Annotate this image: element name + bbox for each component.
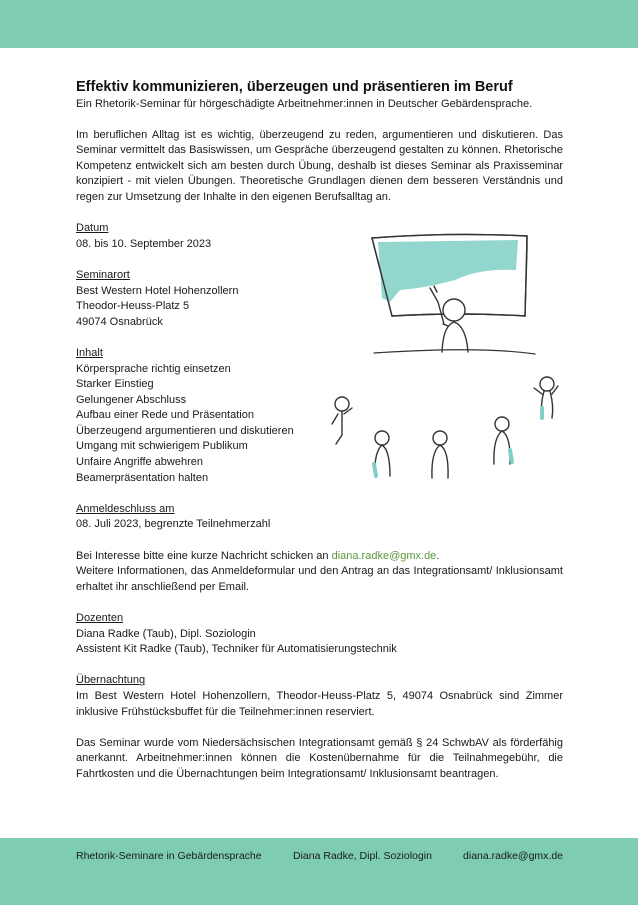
dozenten-heading: Dozenten xyxy=(76,612,124,624)
anmeldeschluss-value: 08. Juli 2023, begrenzte Teilnehmerzahl xyxy=(76,518,271,531)
header-band xyxy=(0,0,638,48)
uebernachtung-heading: Übernachtung xyxy=(76,674,146,687)
audience-figure xyxy=(534,377,558,418)
seminarort-line: 49074 Osnabrück xyxy=(76,315,163,328)
audience-figure xyxy=(432,431,448,478)
uebernachtung-text: Im Best Western Hotel Hohenzollern, Theodor-Heuss-Platz 5, 49074 Osnabrück sind Zimmer inklusive Frühstücksbuffet für die Teilnehmer:innen reserviert. xyxy=(76,689,563,718)
audience-figure xyxy=(332,397,352,444)
footer-center: Diana Radke, Dipl. Soziologin xyxy=(293,850,432,862)
section-anmeldeschluss xyxy=(76,502,563,533)
datum-value: 08. bis 10. September 2023 xyxy=(76,237,212,250)
anmeldeschluss-heading: Anmeldeschluss am xyxy=(76,502,175,515)
footer-left: Rhetorik-Seminare in Gebärdensprache xyxy=(76,850,262,862)
contact-email-link[interactable]: diana.radke@gmx.de xyxy=(331,549,437,562)
subtitle: Ein Rhetorik-Seminar für hörgeschädigte Arbeitnehmer:innen in Deutscher Gebärdensprache. xyxy=(76,98,533,110)
footer-email[interactable]: diana.radke@gmx.de xyxy=(463,850,563,862)
closing-paragraph: Das Seminar wurde vom Niedersächsischen Integrationsamt gemäß § 24 SchwbAV als förderfähig anerkannt. Arbeitnehmer:innen können die Kostenübernahme für die Teilnahmegebühr, die Fahrtkosten und die Übernachtungen beim Integrationsamt/ Inklusionsamt beantragen. xyxy=(76,736,563,780)
page-title: Effektiv kommunizieren, überzeugen und präsentieren im Beruf xyxy=(76,79,513,95)
presentation-board xyxy=(372,234,535,354)
inhalt-item: Gelungener Abschluss xyxy=(76,393,187,406)
seminarort-heading: Seminarort xyxy=(76,268,130,281)
intro-paragraph: Im beruflichen Alltag ist es wichtig, überzeugend zu reden, argumentieren und diskutieren. Das Seminar vermittelt das Basiswissen, um Gespräche überzeugend gestalten zu können. Rhetorische Kompetenz entwickelt sich am besten durch Übung, deshalb ist dieses Seminar als Praxisseminar konzipiert - mit vielen Übungen. Theoretische Grundlagen dienen dem besseren Verständnis und regen zur Umsetzung der Inhalte in den eigenen Berufsalltag an. xyxy=(76,128,563,203)
inhalt-item: Beamerpräsentation halten xyxy=(76,471,209,484)
contact-suffix: . xyxy=(436,549,440,562)
contact-more: Weitere Informationen, das Anmeldeformular und den Antrag an das Integrationsamt/ Inklusionsamt erhaltet ihr anschließend per Email. xyxy=(76,565,563,593)
inhalt-item: Überzeugend argumentieren und diskutieren xyxy=(76,424,294,437)
inhalt-item: Umgang mit schwierigem Publikum xyxy=(76,440,248,453)
presentation-illustration xyxy=(330,228,562,490)
audience-figure xyxy=(494,417,512,464)
inhalt-item: Unfaire Angriffe abwehren xyxy=(76,456,203,469)
footer-band xyxy=(0,838,638,905)
dozent-line: Assistent Kit Radke (Taub), Techniker für Automatisierungstechnik xyxy=(76,643,397,656)
inhalt-item: Starker Einstieg xyxy=(76,378,154,391)
seminarort-line: Theodor-Heuss-Platz 5 xyxy=(76,300,190,313)
datum-heading: Datum xyxy=(76,222,109,235)
seminarort-line: Best Western Hotel Hohenzollern xyxy=(76,284,239,297)
section-dozenten xyxy=(76,611,563,658)
contact-prefix: Bei Interesse bitte eine kurze Nachricht schicken an xyxy=(76,549,332,562)
contact-line xyxy=(76,549,563,565)
section-contact xyxy=(76,549,563,596)
inhalt-item: Körpersprache richtig einsetzen xyxy=(76,362,231,375)
dozent-line: Diana Radke (Taub), Dipl. Soziologin xyxy=(76,627,256,640)
inhalt-heading: Inhalt xyxy=(76,346,103,359)
audience-figure xyxy=(374,431,390,476)
inhalt-item: Aufbau einer Rede und Präsentation xyxy=(76,409,254,422)
section-uebernachtung xyxy=(76,673,563,720)
footer xyxy=(76,850,563,864)
